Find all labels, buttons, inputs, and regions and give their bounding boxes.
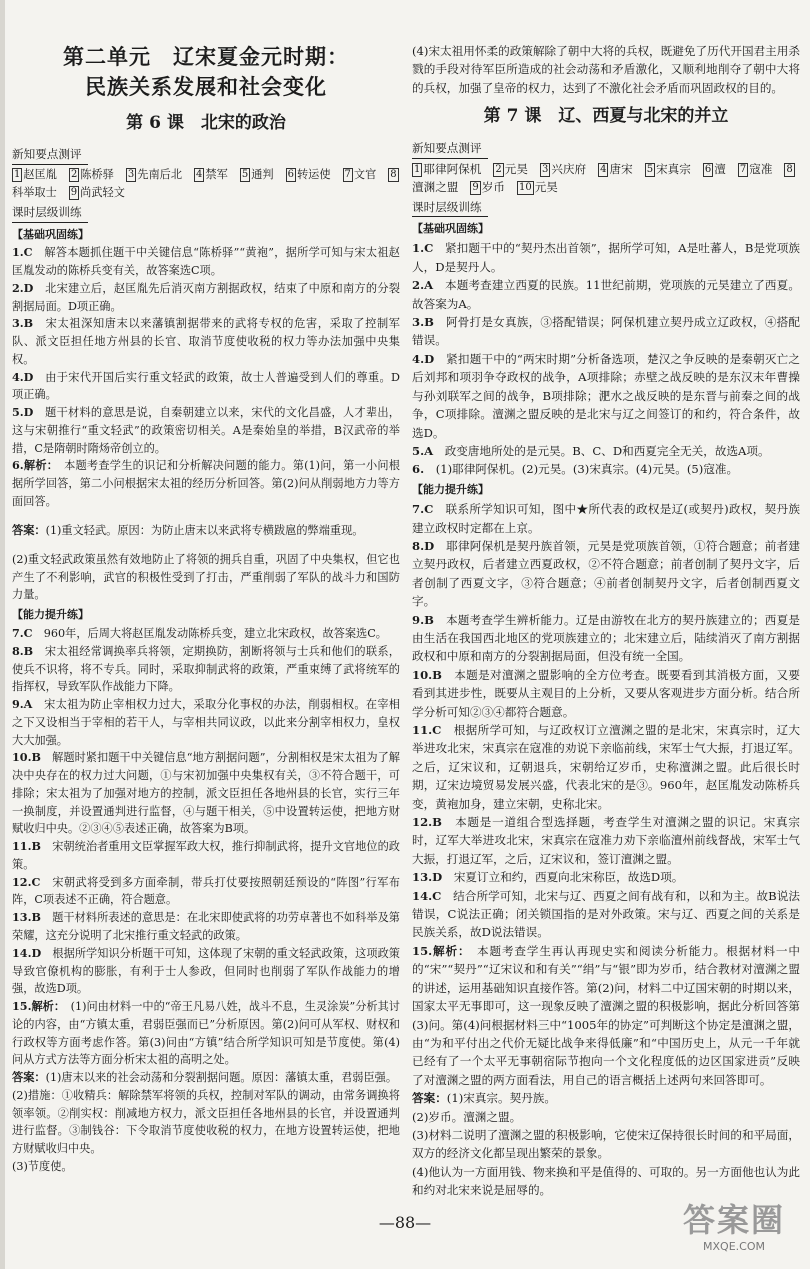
item-number: 15.解析：	[412, 943, 478, 958]
item-text: 宋太祖经常调换率兵将领，定期换防，割断将领与士兵和他们的联系，使兵不识将，将不专兵。同时，采取抑制武将的政策，严重束缚了武将统军的指挥权，导致军队作战能力下降。	[12, 644, 400, 694]
question-answer-item	[412, 442, 800, 460]
item-number: 5.A	[412, 443, 445, 458]
item-number: 9.B	[412, 612, 446, 627]
right-column	[412, 42, 800, 1200]
chip-answer: 禁军	[205, 167, 228, 181]
section-new-knowledge: 新知要点测评	[412, 139, 488, 158]
watermark-logo-text: 答案圈	[682, 1201, 785, 1239]
item-number: 10.B	[12, 750, 53, 765]
chip-number: 10	[518, 181, 532, 193]
keypoint-answers	[12, 166, 400, 202]
answer-15-c: (3)材料二说明了澶渊之盟的积极影响，它使宋辽保持很长时间的和平局面，双方的经济文化都呈现出繁荣的景象。	[412, 1127, 800, 1161]
section-training: 课时层级训练	[412, 198, 488, 217]
basic-practice-list	[12, 244, 400, 510]
item-number: 13.D	[412, 870, 454, 885]
question-answer-item	[412, 350, 800, 442]
item-text: 政变唐地所处的是元昊。B、C、D和西夏完全无关，故选A项。	[444, 443, 770, 458]
item-number: 12.C	[12, 874, 53, 889]
chip-answer: 澶渊之盟	[412, 179, 459, 194]
chip-answer: 宋真宗	[656, 161, 691, 176]
chip-answer: 通判	[251, 167, 274, 181]
item-text: 题干材料所表述的意思是：在北宋即使武将的功劳卓著也不如科举及第荣耀，这充分说明了北宋推行重文轻武的政策。	[12, 911, 400, 942]
chip-number: 1	[14, 168, 21, 180]
question-answer-item	[12, 909, 400, 945]
answer-15-a: (1)宋真宗。契丹族。	[446, 1091, 556, 1106]
chip-answer: 先南后北	[137, 167, 183, 181]
item-text: 宋夏订立和约，西夏向北宋称臣，故选D项。	[453, 870, 684, 885]
item-number: 5.D	[12, 405, 46, 420]
keypoint-answers	[412, 160, 800, 196]
chip-answer: 元昊	[504, 161, 528, 176]
answer-15	[412, 1089, 800, 1107]
item-text: 本题考查学生再认再现史实和阅读分析能力。根据材料一中的“宋”“契丹”“辽宋议和和有关”“绢”与“银”即为岁币，结合教材对澶渊之盟的讲述，运用基础知识直接作答。第(2)问，材料二中辽国宋朝的时期以来，国家太平无事即可，这一现象反映了澶渊之盟的积极影响，据此分析回答第(3)问。第(4)问根据材料三中“1005年的协定”可判断这个协定是澶渊之盟，由“为和平付出之代价无疑比战争来得低廉”和“中国历史上，从元一千年就已经有了一个太平无事朝宿际节抱向一个文化程度低的边区国家进贡”反映了对澶渊之盟的两方面看法，用自己的语言概括上述两句来回答即可。	[412, 943, 800, 1087]
question-answer-item	[12, 369, 400, 405]
item-number: 9.A	[12, 697, 45, 712]
question-answer-item	[12, 998, 400, 1069]
watermark-url: MXQE.COM	[703, 1240, 765, 1253]
question-answer-item	[12, 404, 400, 457]
item-text: 本题考查学生辨析能力。辽是由游牧在北方的契丹族建立的；西夏是由生活在我国西北地区的党项族建立的；北宋建立后，陆续消灭了南方割据政权和中原和南方的分裂割据局面，但没有统一全国。	[412, 612, 800, 664]
question-answer-item	[12, 874, 400, 910]
question-answer-item	[412, 868, 800, 886]
item-text: (1)问由材料一中的“帝王凡易八姓，战斗不息，生灵涂炭”分析其讨论的内容，由“方镇太重，君弱臣强而已”分析原因。第(2)问可从军权、财权和行政权等方面考虑作答。第(3)问由“方镇”结合所学知识可知是节度使。第(4)问从方式方法等方面分析宋太祖的高明之处。	[12, 1000, 400, 1067]
basic-practice-heading: 【基础巩固练】	[12, 227, 89, 241]
chip-answer: 耶律阿保机	[423, 161, 482, 176]
chip-number: 2	[70, 168, 78, 180]
item-number: 12.B	[412, 815, 456, 830]
binding-shadow	[0, 0, 5, 1269]
chip-number: 8	[786, 163, 793, 175]
basic-practice-heading: 【基础巩固练】	[412, 222, 489, 236]
answer-label: 答案：	[412, 1091, 447, 1106]
item-number: 11.B	[12, 839, 53, 854]
chip-number: 5	[646, 163, 654, 175]
question-answer-item	[12, 625, 400, 643]
chip-number: 4	[196, 168, 203, 180]
chip-number: 6	[287, 168, 294, 180]
unit-title-line-1: 第二单元 辽宋夏金元时期：	[63, 45, 349, 69]
item-text: 宋朝武将受到多方面牵制，带兵打仗要按照朝廷预设的“阵图”行军布阵，C项表述不正确，符合题意。	[12, 875, 400, 907]
ability-practice-heading: 【能力提升练】	[12, 608, 89, 622]
lesson-6-title: 第 6 课 北宋的政治	[126, 113, 286, 133]
chip-answer: 文官	[353, 167, 377, 181]
question-answer-item	[12, 838, 400, 874]
item-text: 本题是对澶渊之盟影响的全方位考查。既要看到其消极方面，又要看到其进步性，既要从主观目的上分析，又要从客观进步方面分析。结合所学分析可知②③④都符合题意。	[412, 667, 800, 719]
chip-number: 3	[127, 168, 135, 180]
question-answer-item	[412, 537, 800, 611]
section-new-knowledge: 新知要点测评	[12, 146, 88, 165]
item-number: 7.C	[12, 625, 44, 640]
question-answer-item	[412, 887, 800, 942]
item-text: 由于宋代开国后实行重文轻武的政策，故士人普遍受到人们的尊重。D项正确。	[12, 370, 400, 402]
question-answer-item	[412, 942, 800, 1089]
item-number: 10.B	[412, 667, 455, 682]
chip-answer: 陈桥驿	[80, 167, 114, 181]
chip-answer: 澶	[714, 161, 726, 176]
answer-6-b: (2)重文轻武政策虽然有效地防止了将领的拥兵自重，巩固了中央集权，但它也产生了不利影响，武官的积极性受到了打击，严重削弱了军队的战斗力和国防力量。	[12, 552, 400, 602]
question-answer-item	[412, 239, 800, 276]
question-answer-item	[12, 457, 400, 510]
chip-answer: 唐宋	[609, 161, 633, 176]
item-number: 7.C	[412, 502, 446, 517]
item-text: 宋太祖深知唐末以来藩镇割据带来的武将专权的危害，采取了控制军队、派文臣担任地方州县的长官、取消节度使收税的权力等办法加强中央集权。	[12, 317, 400, 366]
question-answer-item	[412, 721, 800, 813]
question-answer-item	[12, 280, 400, 316]
chip-number: 9	[70, 186, 78, 198]
item-text: 宋朝统治者重用文臣掌握军政大权，推行抑制武将，提升文官地位的政策。	[12, 840, 400, 871]
answer-15-b: (2)措施：①收精兵：解除禁军将领的兵权，控制对军队的调动，由常务调换将领率领。②削实权：削减地方权力，派文臣担任各地州县的长官，并设置通判进行监督。③制钱谷：下令取消节度使收税的权力，在地方设置转运使，把地方财赋收归中央。	[12, 1088, 400, 1156]
section-training: 课时层级训练	[12, 204, 88, 223]
answer-15-a: (1)唐末以来的社会动荡和分裂割据问题。原因：藩镇太重，君弱臣强。	[45, 1071, 398, 1085]
item-number: 4.D	[412, 351, 447, 366]
basic-practice-list	[412, 239, 800, 478]
item-text: 阿骨打是女真族，③搭配错误；阿保机建立契丹成立辽政权，④搭配错误。	[412, 315, 800, 348]
item-text: 根据所学知识分析题干可知，这体现了宋朝的重文轻武政策，这项政策导致官僚机构的膨胀，有利于士人参政，但同时也削弱了军队作战能力的增强，故选D项。	[12, 946, 400, 996]
item-text: 题干材料的意思是说，自秦朝建立以来，宋代的文化昌盛，人才辈出，这与宋朝推行“重文轻武”的政策密切相关。A是秦始皇的举措，B汉武帝的举措，C是隋朝时隋炀帝创立的。	[12, 406, 400, 455]
unit-title-line-2: 民族关系发展和社会变化	[85, 75, 327, 99]
item-text: 耶律阿保机是契丹族首领，元昊是党项族首领，①符合题意；前者建立契丹政权，后者建立西夏政权，②不符合题意；前者创制了契丹文字，后者创制了西夏文字，③符合题意；④前者创制契丹文字，后者创制西夏文字。	[412, 538, 800, 609]
chip-answer: 元昊	[534, 179, 558, 194]
chip-number: 6	[704, 163, 712, 175]
question-answer-item	[412, 460, 800, 478]
carryover-paragraph: (4)宋太祖用怀柔的政策解除了朝中大将的兵权，既避免了历代开国君主用杀戮的手段对待军臣所造成的社会动荡和矛盾激化，又顺利地削夺了朝中大将的兵权，加强了皇帝的权力，达到了不激化社会矛盾而巩固政权的目的。	[412, 44, 800, 95]
item-number: 6.解析：	[12, 458, 65, 473]
item-number: 1.C	[412, 241, 446, 256]
item-text: 960年，后周大将赵匡胤发动陈桥兵变，建立北宋政权，故答案选C。	[43, 626, 387, 640]
question-answer-item	[412, 813, 800, 868]
item-text: 本题考查建立西夏的民族。11世纪前期，党项族的元昊建立了西夏。故答案为A。	[412, 278, 800, 311]
item-text: 解答本题抓住题干中关键信息“陈桥驿”“黄袍”，据所学可知与宋太祖赵匡胤发动的陈桥兵变有关，故答案选C项。	[12, 246, 400, 278]
question-answer-item	[412, 666, 800, 721]
page-number: —88—	[378, 1213, 432, 1232]
answer-label: 答案：	[12, 522, 46, 537]
ability-practice-list	[412, 500, 800, 1089]
item-number: 14.C	[412, 888, 454, 903]
question-answer-item	[412, 276, 800, 313]
item-text: 根据所学可知，与辽政权订立澶渊之盟的是北宋，宋真宗时，辽大举进攻北宋，宋真宗在寇准的劝说下亲临前线，宋军士气大振，打退辽军。之后，辽宋议和，辽朝退兵，宋朝给辽岁币，史称澶渊之盟。此后很长时期，辽宋边境贸易发展兴盛，代表北宋的是③。960年，赵匡胤发动陈桥兵变，黄袍加身，建立宋朝，史称北宋。	[412, 723, 800, 811]
chip-number: 4	[600, 163, 607, 175]
item-text: 北宋建立后，赵匡胤先后消灭南方割据政权，结束了中原和南方的分裂割据局面。D项正确。	[12, 281, 400, 313]
item-number: 2.D	[12, 280, 46, 295]
site-watermark	[664, 1200, 804, 1253]
item-number: 14.D	[12, 945, 53, 960]
answer-15-d: (4)他认为一方面用钱、物来换和平是值得的、可取的。另一方面他也认为此和约对北宋来说是屈辱的。	[412, 1164, 800, 1198]
chip-number: 9	[472, 181, 479, 193]
chip-answer: 岁币	[481, 179, 505, 194]
item-number: 1.C	[12, 245, 45, 260]
question-answer-item	[412, 500, 800, 537]
chip-number: 3	[541, 163, 549, 175]
item-number: 8.D	[412, 538, 447, 553]
left-column	[12, 42, 400, 1176]
item-text: 本题考查学生的识记和分析解决问题的能力。第(1)问，第一小问根据所学回答，第二小问根据宋太祖的经历分析回答。第(2)问从削弱地方力等方面回答。	[12, 459, 400, 509]
answer-6	[12, 522, 400, 540]
item-text: 紧扣题干中的“两宋时期”分析备选项，楚汉之争反映的是秦朝灭亡之后刘邦和项羽争夺政权的战争，A项排除；赤壁之战反映的是东汉末年曹操与孙刘联军之间的战争，B项排除；淝水之战反映的是东晋与前秦之间的战争，C项排除。澶渊之盟反映的是北宋与辽之间签订的和约，符合条件，故选D。	[412, 351, 800, 440]
question-answer-item	[12, 696, 400, 749]
chip-answer: 转运使	[296, 167, 331, 181]
question-answer-item	[12, 244, 400, 280]
chip-answer: 寇准	[749, 161, 773, 176]
item-text: 本题是一道组合型选择题，考查学生对澶渊之盟的识记。宋真宗时，辽军大举进攻北宋，宋真宗在寇准力劝下亲临澶州前线督战，宋军士气大振，打退辽军，之后，辽宋议和，签订澶渊之盟。	[412, 815, 800, 866]
item-text: (1)耶律阿保机。(2)元昊。(3)宋真宗。(4)元昊。(5)寇准。	[435, 462, 739, 477]
item-text: 联系所学知识可知，图中★所代表的政权是辽(或契丹)政权，契丹族建立政权时定都在上京。	[412, 502, 800, 535]
item-number: 13.B	[12, 910, 53, 925]
chip-number: 7	[739, 163, 747, 175]
item-number: 8.B	[12, 643, 45, 658]
answer-label: 答案：	[12, 1070, 46, 1085]
item-text: 紧扣题干中的“契丹杰出首领”，据所学可知，A是吐蕃人，B是党项族人，D是契丹人。	[412, 241, 800, 274]
chip-number: 1	[414, 163, 421, 175]
chip-answer: 赵匡胤	[23, 167, 57, 181]
answer-15	[12, 1069, 400, 1087]
chip-number: 2	[495, 163, 502, 175]
item-number: 3.B	[412, 315, 446, 330]
question-answer-item	[12, 945, 400, 998]
chip-answer: 兴庆府	[551, 161, 587, 176]
chip-answer: 尚武轻文	[80, 185, 125, 199]
chip-number: 8	[390, 168, 397, 180]
question-answer-item	[412, 611, 800, 666]
chip-number: 7	[344, 168, 351, 180]
item-number: 6.	[412, 462, 436, 477]
question-answer-item	[12, 643, 400, 696]
chip-number: 5	[241, 168, 249, 180]
question-answer-item	[12, 749, 400, 838]
question-answer-item	[12, 315, 400, 368]
item-number: 4.D	[12, 369, 46, 384]
item-text: 宋太祖为防止宰相权力过大，采取分化事权的办法，削弱相权。在宰相之下又设相当于宰相的若干人，与宰相共同议政，以此来分割宰相权力，皇权大大加强。	[12, 698, 400, 747]
item-text: 结合所学可知，北宋与辽、西夏之间有战有和，以和为主。故B说法错误，C说法正确；闭关锁国指的是对外政策。宋与辽、西夏之间的关系是民族关系，故D说法错误。	[412, 888, 800, 940]
item-text: 解题时紧扣题干中关键信息“地方割据问题”，分割相权是宋太祖为了解决中央存在的权力过大问题，①与宋初加强中央集权有关，③不符合题干，可排除；宋太祖为了加强对地方的控制，派文臣担任各地州县的长官，实行三年一换制度，并设置通判进行监督，④与题干相关，⑤中设置转运使，把地方财赋收归中央。②③④⑤表述正确，故答案为B项。	[12, 751, 400, 836]
ability-practice-list	[12, 625, 400, 1069]
unit-title	[12, 42, 400, 102]
question-answer-item	[412, 313, 800, 350]
answer-15-b: (2)岁币。澶渊之盟。	[412, 1109, 522, 1124]
lesson-7-title: 第 7 课 辽、西夏与北宋的并立	[483, 106, 729, 127]
item-number: 15.解析：	[12, 999, 71, 1014]
chip-answer: 科举取士	[12, 185, 57, 199]
item-number: 3.B	[12, 316, 46, 331]
answer-15-c: (3)节度使。	[12, 1159, 73, 1173]
answer-6-a: (1)重文轻武。原因：为防止唐末以来武将专横跋扈的弊端重现。	[45, 523, 364, 537]
item-number: 2.A	[412, 278, 445, 293]
ability-practice-heading: 【能力提升练】	[412, 482, 489, 496]
item-number: 11.C	[412, 723, 454, 737]
